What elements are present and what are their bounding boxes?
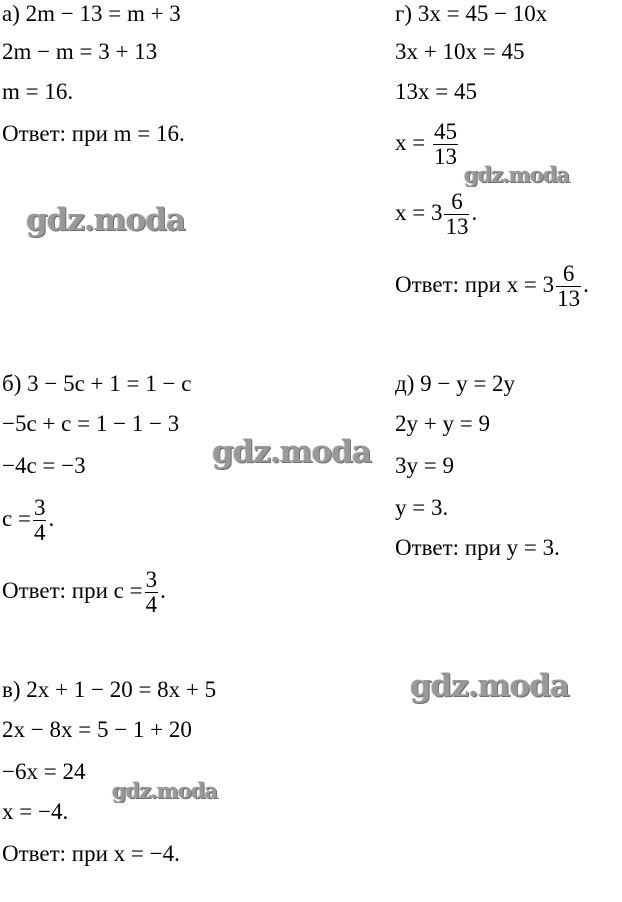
g-answer-period: . <box>583 271 589 297</box>
fraction-numerator: 3 <box>145 567 158 592</box>
v-line-3: −6x = 24 <box>2 759 86 784</box>
d-answer: Ответ: при y = 3. <box>395 535 560 560</box>
g-answer-prefix: Ответ: при x = 3 <box>395 271 555 297</box>
v-answer: Ответ: при x = −4. <box>2 841 180 866</box>
b-answer-fraction <box>145 568 159 617</box>
fraction-denominator: 13 <box>433 144 457 169</box>
a-line-2: 2m − m = 3 + 13 <box>2 39 158 64</box>
watermark-logo: gdz.moda <box>464 162 570 187</box>
b-answer-period: . <box>160 577 166 603</box>
fraction-numerator: 6 <box>556 262 581 287</box>
watermark-logo: gdz.moda <box>410 668 569 704</box>
g-line-2: 3x + 10x = 45 <box>395 39 525 64</box>
g-line-5-period: . <box>471 199 478 225</box>
g-answer <box>395 262 589 311</box>
d-line-3: 3y = 9 <box>395 453 454 478</box>
watermark-logo: gdz.moda <box>112 778 218 803</box>
g-line-4 <box>395 120 460 169</box>
b-line-1: б) 3 − 5c + 1 = 1 − c <box>2 371 192 396</box>
a-line-1: а) 2m − 13 = m + 3 <box>2 1 181 26</box>
g-line-1: г) 3x = 45 − 10x <box>395 1 548 26</box>
fraction-denominator: 13 <box>445 214 469 239</box>
d-line-1: д) 9 − y = 2y <box>395 371 516 396</box>
b-line-4-fraction <box>33 496 47 545</box>
v-line-1: в) 2x + 1 − 20 = 8x + 5 <box>2 677 217 702</box>
a-answer: Ответ: при m = 16. <box>2 121 185 146</box>
fraction-numerator: 6 <box>444 190 469 215</box>
g-line-5-prefix: x = 3 <box>395 199 443 225</box>
g-answer-fraction <box>556 262 581 311</box>
b-answer-prefix: Ответ: при c = <box>2 577 143 603</box>
fraction-denominator: 13 <box>557 286 581 311</box>
fraction-numerator: 45 <box>433 119 457 144</box>
g-line-5 <box>395 190 477 239</box>
fraction-denominator: 4 <box>145 592 158 617</box>
g-line-3: 13x = 45 <box>395 79 477 104</box>
fraction-numerator: 3 <box>33 495 46 520</box>
a-line-3: m = 16. <box>2 79 74 104</box>
v-line-2: 2x − 8x = 5 − 1 + 20 <box>2 717 192 742</box>
watermark-logo: gdz.moda <box>212 434 371 470</box>
b-line-2: −5c + c = 1 − 1 − 3 <box>2 411 180 436</box>
g-line-5-fraction <box>444 190 469 239</box>
b-line-3: −4c = −3 <box>2 453 86 478</box>
b-line-4-prefix: c = <box>2 505 31 531</box>
watermark-logo: gdz.moda <box>26 202 185 238</box>
d-line-2: 2y + y = 9 <box>395 411 490 436</box>
v-line-4: x = −4. <box>2 799 69 824</box>
b-line-4-period: . <box>48 505 55 531</box>
g-line-4-fraction <box>433 120 458 169</box>
g-line-4-prefix: x = <box>395 129 426 155</box>
fraction-denominator: 4 <box>33 520 46 545</box>
b-answer <box>2 568 166 617</box>
d-line-4: y = 3. <box>395 495 449 520</box>
b-line-4 <box>2 496 54 545</box>
